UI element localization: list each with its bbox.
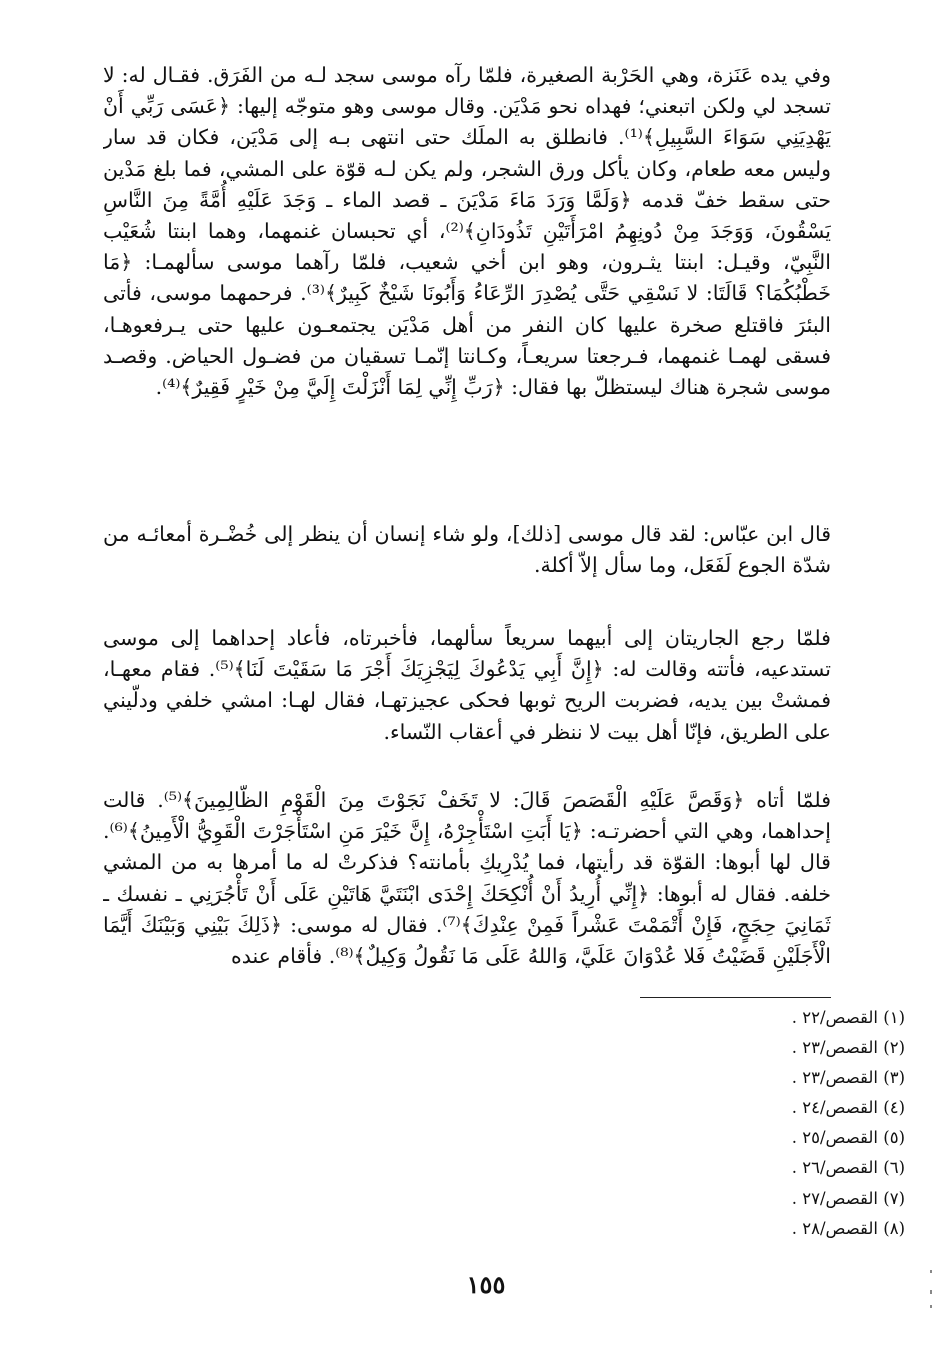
scan-margin-mark [930, 1270, 932, 1273]
main-text [103, 60, 831, 1031]
paragraph-2: قال ابن عبّاس: لقد قال موسى [ذلك]، ولو شاء إنسان أن ينظر إلى خُضْـرة أمعائـه من شدّة الجوع لَفَعَل، وما سأل إلاّ أكلة. [103, 522, 831, 578]
scan-margin-mark [930, 1305, 932, 1308]
paragraph-1: وفي يده عَنَزة، وهي الحَرْبة الصغيرة، فلمّا رآه موسى سجد لـه من الفَرَق. فقـال له: لا تسجد لي ولكن اتبعني؛ فهداه نحو مَدْيَن. وقال موسى وهو متوجّه إليها: ﴿عَسَى رَبِّي أَنْ يَهْدِيَنِي سَوَاءَ السَّبِيلِ﴾⁽¹⁾. فانطلق به الملَك حتى انتهى بـه إلى مَدْيَن، فكان قد سار وليس معه طعام، وكان يأكل ورق الشجر، ولم يكن لـه قوّة على المشي، فما بلغ مَدْين حتى سقط خفّ قدمه ﴿وَلَمَّا وَرَدَ مَاءَ مَدْيَنَ ـ قصد الماء ـ وَجَدَ عَلَيْهِ أُمَّةً مِنَ النَّاسِ يَسْقُونَ، وَوَجَدَ مِنْ دُونِهِمُ امْرَأَتَيْنِ تَذُودَانِ﴾⁽²⁾، أي تحبسان غنمهما، وهما ابنتا شُعَيْب النَّبِيّ، وقيـل: ابنتا يثـرون، وهو ابن أخي شعيب، فلمّا رآهما موسى سألهمـا: ﴿مَا خَطْبُكُمَا؟ قَالَتَا: لا نَسْقِي حَتَّى يُصْدِرَ الرِّعَاءُ وَأَبُونَا شَيْخٌ كَبِيرٌ﴾⁽³⁾. فرحمهما موسى، فأتى البئرَ فاقتلع صخرة عليها كان النفر من أهل مَدْيَن يجتمعـون عليها حتى يـرفعوهـا، فسقى لهمـا غنمهما، فـرجعتا سريعـاً، وكـانتا إنّمـا تسقيان من فضـول الحياض. وقصـد موسى شجرة هناك ليستظلّ بها فقال: ﴿رَبِّ إِنِّي لِمَا أَنْزَلْتَ إِلَيَّ مِنْ خَيْرٍ فَقِيرٌ﴾⁽⁴⁾. [103, 63, 831, 400]
footnotes-list [690, 1003, 905, 1244]
footnote-3: (٣) القصص/٢٣ . [791, 1068, 905, 1088]
scan-margin-mark [930, 1290, 932, 1294]
footnote-5: (٥) القصص/٢٥ . [791, 1128, 905, 1148]
footnote-8: (٨) القصص/٢٨ . [791, 1218, 905, 1238]
footnote-divider [640, 997, 831, 998]
footnote-6: (٦) القصص/٢٦ . [791, 1158, 905, 1178]
paragraph-4: فلمّا أتاه ﴿وَقَصَّ عَلَيْهِ الْقَصَصَ قَالَ: لا تَخَفْ نَجَوْتَ مِنَ الْقَوْمِ الظَّالِمِينَ﴾⁽⁵⁾. قالت إحداهما، وهي التي أحضرتـه: ﴿يَا أَبَتِ اسْتَأْجِرْهُ، إِنَّ خَيْرَ مَنِ اسْتَأْجَرْتَ الْقَوِيُّ الْأَمِينُ﴾⁽⁶⁾. قال لها أبوها: القوّة قد رأيتها، فما يُدْرِيكِ بأمانته؟ فذكرتْ له ما أمرها به من المشي خلفه. فقال له أبوها: ﴿إِنِّي أُرِيدُ أَنْ أُنْكِحَكَ إِحْدَى ابْنَتَيَّ هَاتَيْنِ عَلَى أَنْ تَأْجُرَنِي ـ نفسك ـ ثَمَانِيَ حِجَجٍ، فَإِنْ أَتْمَمْتَ عَشْراً فَمِنْ عِنْدِكَ﴾⁽⁷⁾. فقال له موسى: ﴿ذَلِكَ بَيْنِي وَبَيْنَكَ أَيَّمَا الْأَجَلَيْنِ قَضَيْتُ فَلا عُدْوَانَ عَلَيَّ، وَاللهُ عَلَى مَا نَقُولُ وَكِيلٌ﴾⁽⁸⁾. فأقام عنده [103, 788, 831, 969]
footnote-2: (٢) القصص/٢٣ . [791, 1038, 905, 1058]
page-number: ١٥٥ [466, 1270, 506, 1299]
paragraph-3: فلمّا رجع الجاريتان إلى أبيهما سريعاً سألهما، فأخبرتاه، فأعاد إحداهما إلى موسى تستدعيه، فأتته وقالت له: ﴿إِنَّ أَبِي يَدْعُوكَ لِيَجْزِيَكَ أَجْرَ مَا سَقَيْتَ لَنَا﴾⁽⁵⁾. فقام معهـا، فمشتْ بين يديه، فضربت الريح ثوبها فحكى عجيزتهـا، فقال لهـا: امشي خلفي ودلّيني على الطريق، فإنّا أهل بيت لا ننظر في أعقاب النّساء. [103, 626, 831, 744]
footnote-7: (٧) القصص/٢٧ . [791, 1188, 905, 1208]
footnote-1: (١) القصص/٢٢ . [791, 1008, 905, 1027]
footnote-4: (٤) القصص/٢٤ . [791, 1098, 905, 1118]
